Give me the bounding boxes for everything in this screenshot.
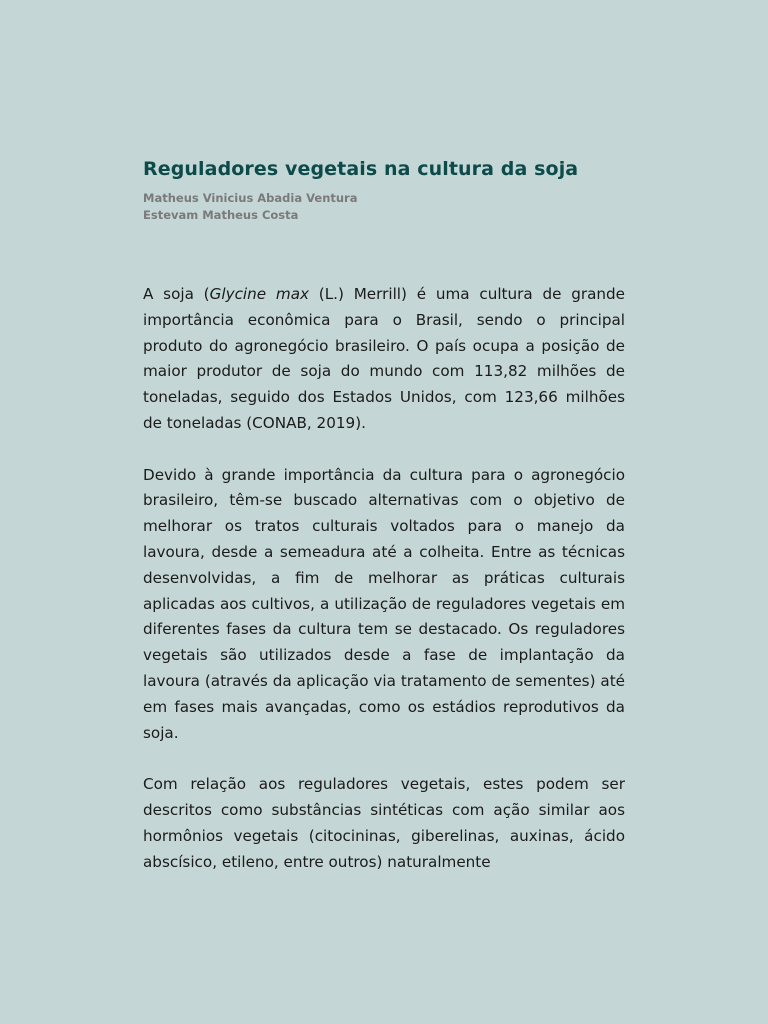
author-list [143,190,625,224]
author-name: Estevam Matheus Costa [143,208,299,222]
author-name: Matheus Vinicius Abadia Ventura [143,191,358,205]
paragraph [143,282,625,437]
chapter-title: Reguladores vegetais na cultura da soja [143,158,579,180]
paragraph: Com relação aos reguladores vegetais, estes podem ser descritos como substâncias sintéticas com ação similar aos hormônios vegetais (citocininas, giberelinas, auxinas, ácido abscísico, etileno, entre outros) naturalmente [143,775,625,871]
chapter-body [143,282,625,875]
paragraph-text: (L.) Merrill) é uma cultura de grande importância econômica para o Brasil, sendo o principal produto do agronegócio brasileiro. O país ocupa a posição de maior produtor de soja do mundo com 113,82 milhões de toneladas, seguido dos Estados Unidos, com 123,66 milhões de toneladas (CONAB, 2019). [143,285,626,432]
chapter-page [143,156,625,901]
scientific-name: Glycine max [209,285,309,303]
paragraph: Devido à grande importância da cultura para o agronegócio brasileiro, têm-se buscado alternativas com o objetivo de melhorar os tratos culturais voltados para o manejo da lavoura, desde a semeadura até a colheita. Entre as técnicas desenvolvidas, a fim de melhorar as práticas culturais aplicadas aos cultivos, a utilização de reguladores vegetais em diferentes fases da cultura tem se destacado. Os reguladores vegetais são utilizados desde a fase de implantação da lavoura (através da aplicação via tratamento de sementes) até em fases mais avançadas, como os estádios reprodutivos da soja. [143,465,625,742]
paragraph-text: A soja ( [143,285,210,303]
